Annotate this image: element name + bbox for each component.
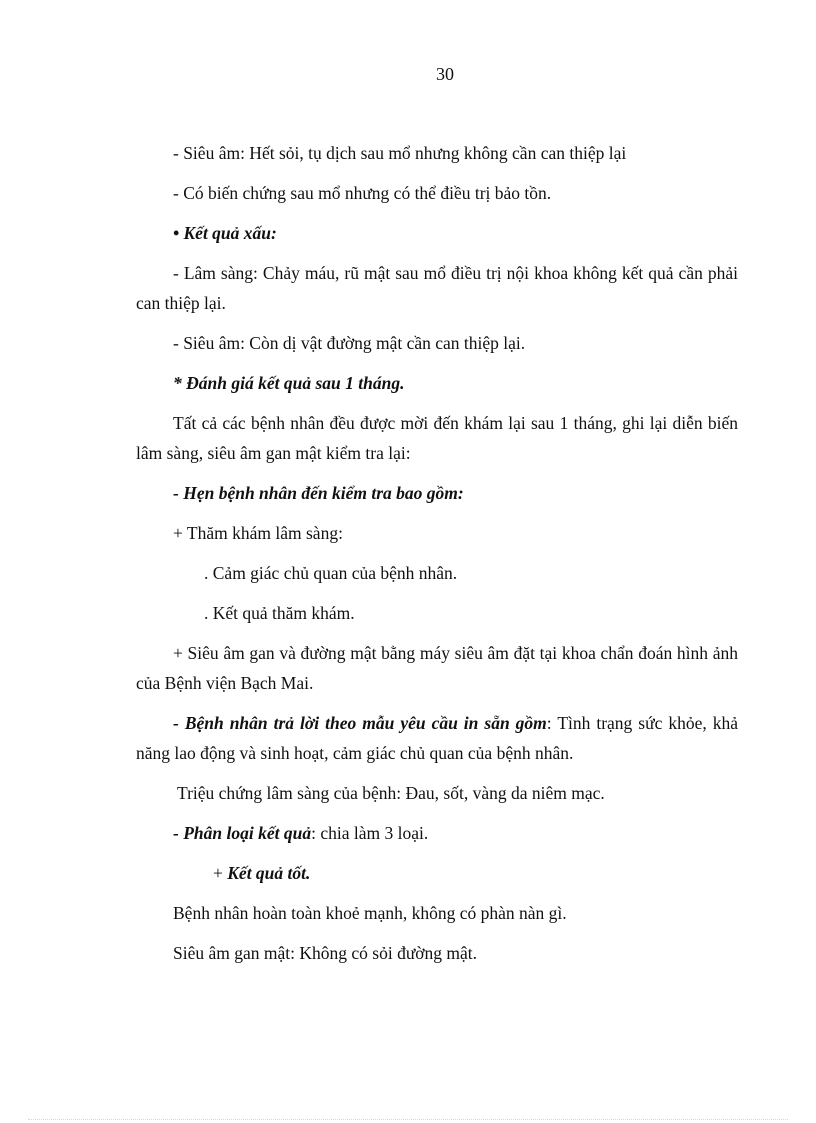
paragraph-complication: - Có biến chứng sau mổ nhưng có thể điều trị bảo tồn.: [173, 183, 552, 203]
heading-appointment: - Hẹn bệnh nhân đến kiểm tra bao gồm:: [173, 483, 464, 503]
paragraph-exam-result: . Kết quả thăm khám.: [204, 603, 355, 623]
heading-one-month-evaluation: * Đánh giá kết quả sau 1 tháng.: [173, 373, 405, 393]
page-number: 30: [436, 64, 454, 84]
classification-text: : chia làm 3 loại.: [311, 823, 429, 843]
paragraph-questionnaire: [136, 708, 738, 768]
page-bottom-border: [28, 1119, 788, 1120]
heading-good-result: [136, 858, 738, 888]
paragraph-ultrasound-result: - Siêu âm: Hết sỏi, tụ dịch sau mổ nhưng không cần can thiệp lại: [173, 143, 627, 163]
classification-lead: - Phân loại kết quả: [173, 823, 312, 843]
paragraph-healthy: Bệnh nhân hoàn toàn khoẻ mạnh, không có phàn nàn gì.: [173, 903, 567, 923]
paragraph-ultrasound-bad: - Siêu âm: Còn dị vật đường mật cần can thiệp lại.: [173, 333, 526, 353]
paragraph-follow-up: Tất cả các bệnh nhân đều được mời đến khám lại sau 1 tháng, ghi lại diễn biến lâm sàng, siêu âm gan mật kiểm tra lại:: [136, 413, 738, 463]
good-result-prefix: +: [213, 863, 228, 883]
paragraph-clinical-bad: - Lâm sàng: Chảy máu, rũ mật sau mổ điều trị nội khoa không kết quả cần phải can thiệp lại.: [136, 263, 738, 313]
good-result-label: Kết quả tốt.: [227, 863, 311, 883]
paragraph-classification: [136, 818, 738, 848]
paragraph-subjective: . Cảm giác chủ quan của bệnh nhân.: [204, 563, 458, 583]
paragraph-clinical-exam: + Thăm khám lâm sàng:: [173, 523, 343, 543]
paragraph-symptoms: Triệu chứng lâm sàng của bệnh: Đau, sốt, vàng da niêm mạc.: [177, 783, 605, 803]
questionnaire-text: : Tình trạng sức khỏe, khả năng lao động và sinh hoạt, cảm giác chủ quan của bệnh nhân.: [136, 713, 738, 763]
questionnaire-lead: - Bệnh nhân trả lời theo mẫu yêu cầu in sẵn gồm: [173, 713, 547, 733]
heading-bad-result: • Kết quả xấu:: [173, 223, 277, 243]
paragraph-ultrasound-hospital: + Siêu âm gan và đường mật bằng máy siêu âm đặt tại khoa chẩn đoán hình ảnh của Bệnh viện Bạch Mai.: [136, 643, 738, 693]
document-body: [136, 138, 738, 978]
paragraph-ultrasound-clear: Siêu âm gan mật: Không có sỏi đường mật.: [173, 943, 478, 963]
